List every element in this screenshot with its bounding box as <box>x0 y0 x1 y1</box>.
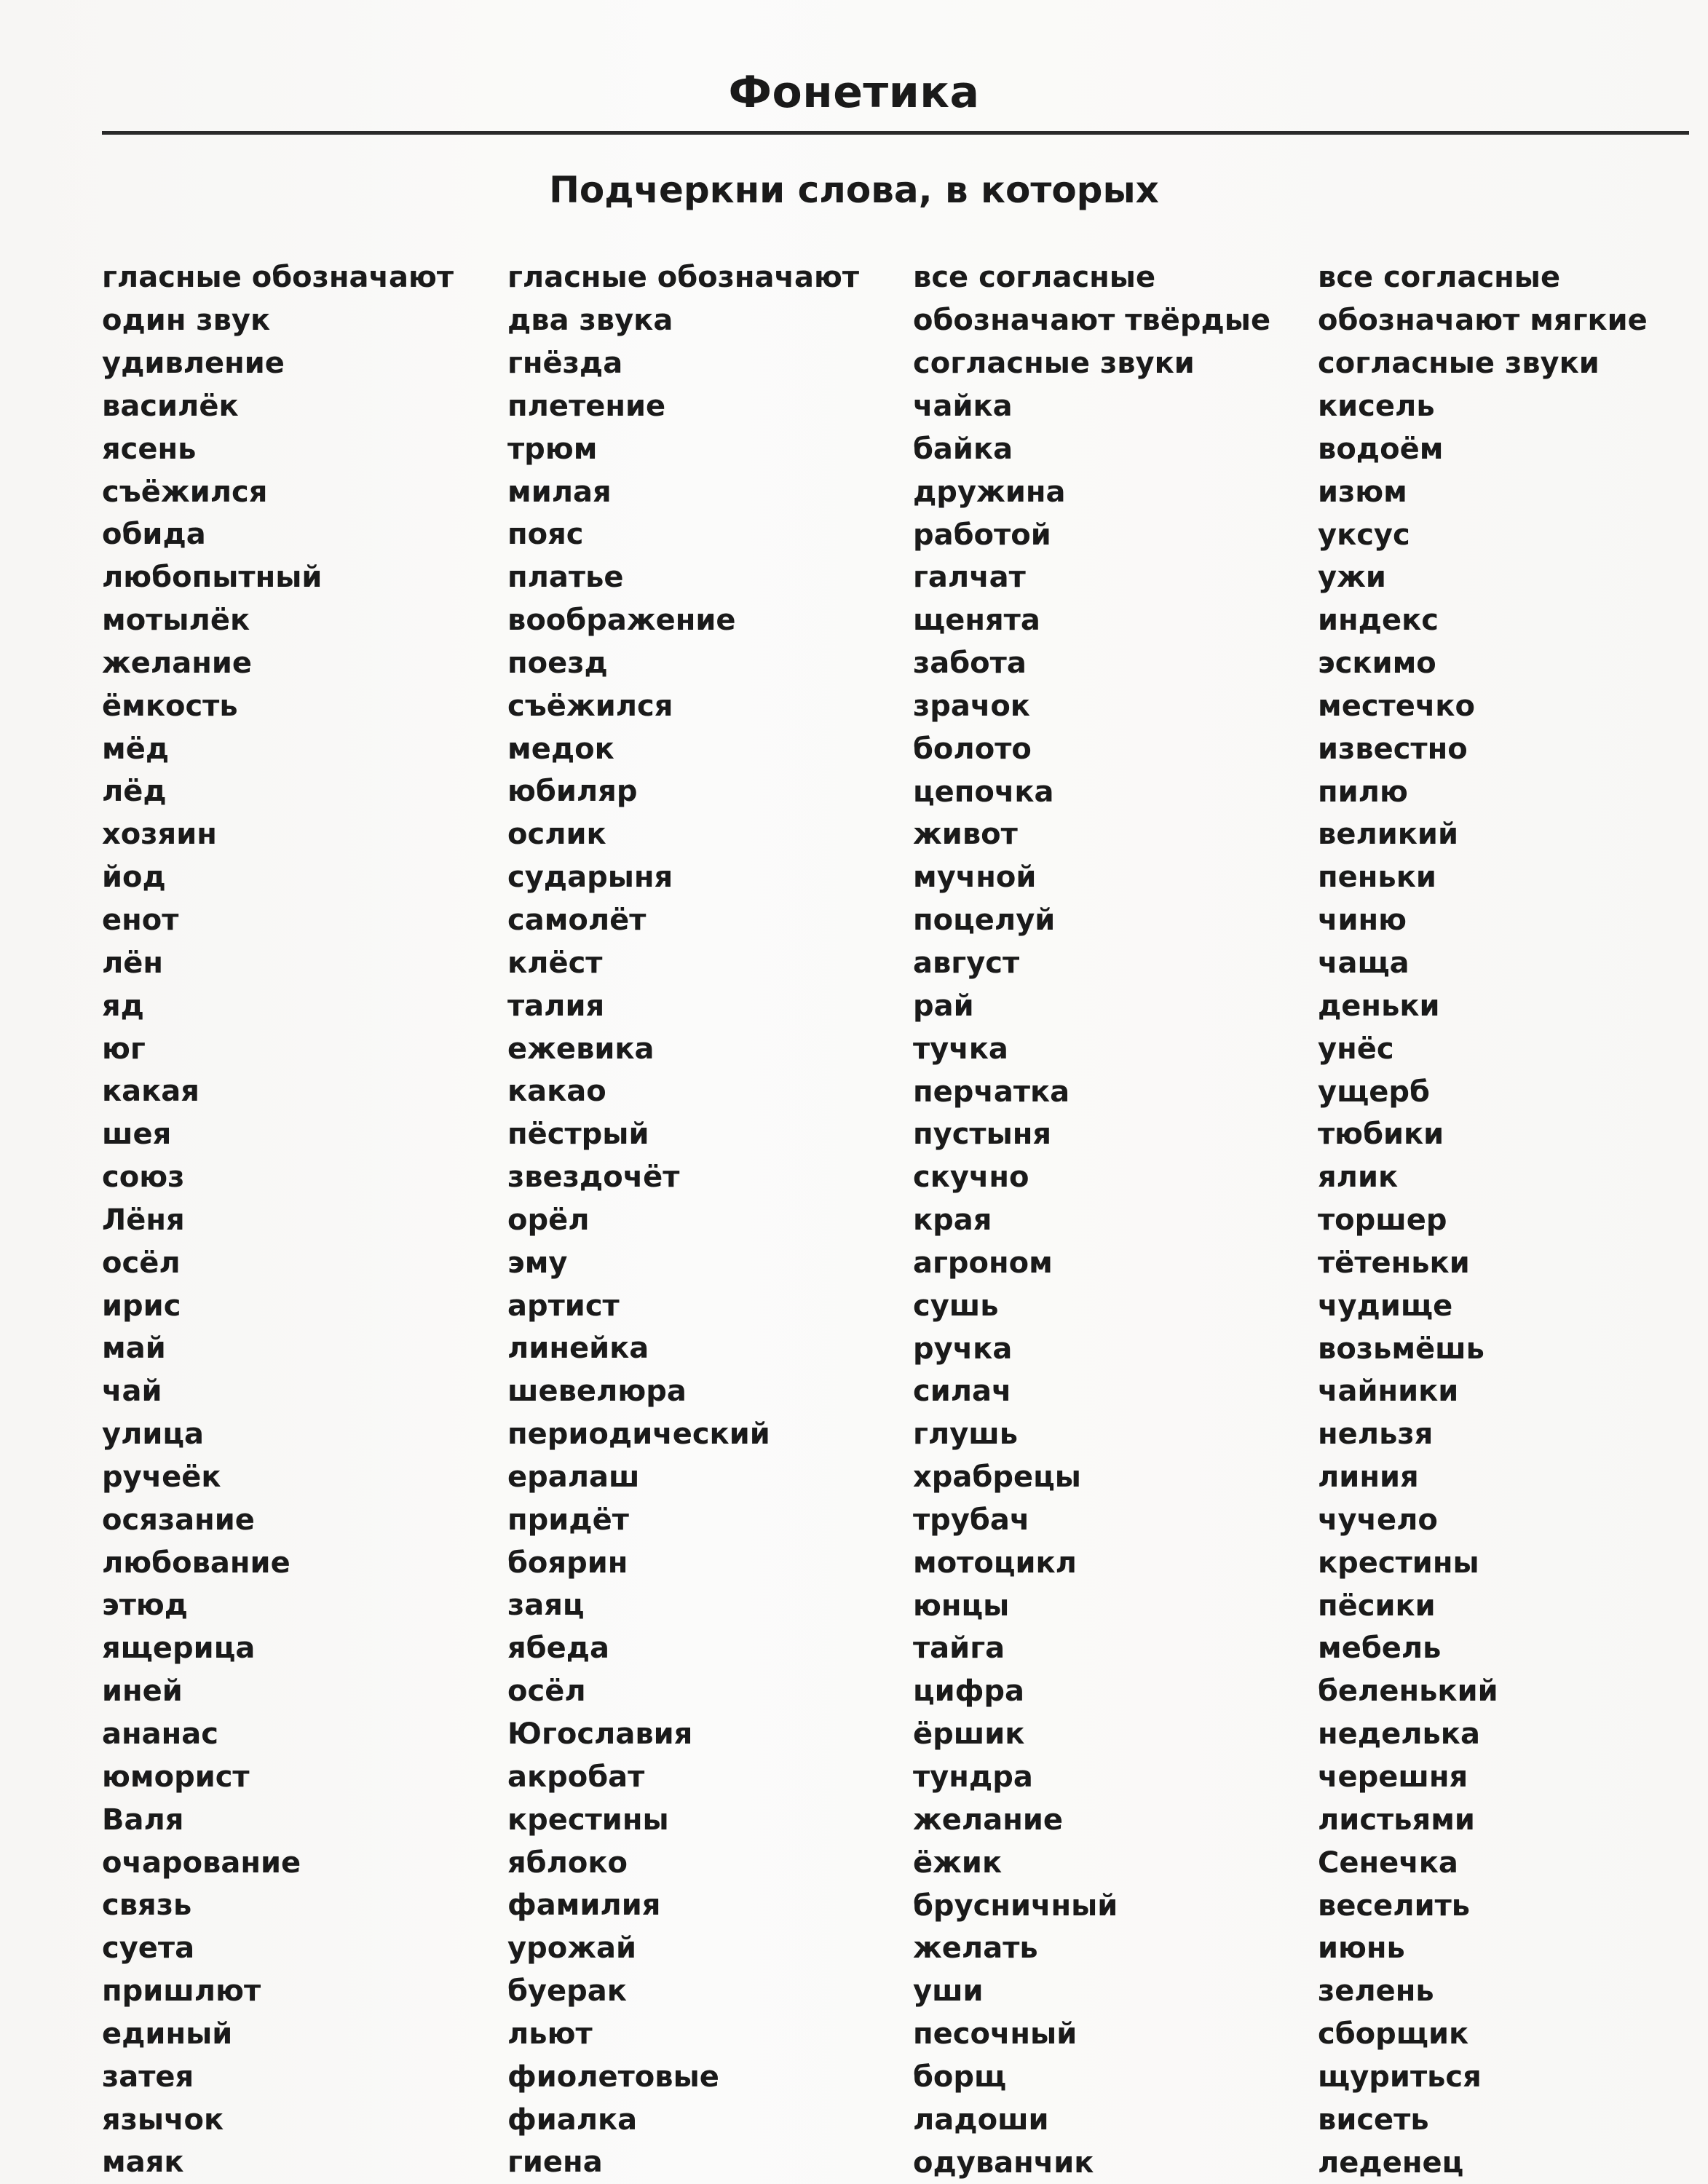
word-item[interactable]: талия <box>507 989 605 1023</box>
word-item[interactable]: юг <box>102 1032 146 1066</box>
word-item[interactable]: байка <box>913 432 1013 466</box>
word-item[interactable]: ущерб <box>1318 1075 1430 1109</box>
word-item[interactable]: фамилия <box>507 1888 661 1923</box>
word-item[interactable]: чучело <box>1318 1503 1438 1537</box>
word-item[interactable]: тётеньки <box>1318 1246 1470 1280</box>
word-item[interactable]: чаща <box>1318 946 1410 980</box>
word-item[interactable]: йод <box>102 860 166 895</box>
word-item[interactable]: юморист <box>102 1760 250 1794</box>
word-item[interactable]: медок <box>507 732 614 766</box>
word-item[interactable]: связь <box>102 1888 192 1923</box>
word-item[interactable]: одуванчик <box>913 2145 1094 2180</box>
word-item[interactable]: края <box>913 1203 992 1238</box>
word-item[interactable]: ослик <box>507 818 606 852</box>
word-item[interactable]: боярин <box>507 1546 628 1580</box>
word-item[interactable]: желание <box>913 1803 1064 1837</box>
word-item[interactable]: акробат <box>507 1760 645 1794</box>
word-item[interactable]: поцелуй <box>913 903 1056 938</box>
word-item[interactable]: линейка <box>507 1332 649 1366</box>
word-item[interactable]: глушь <box>913 1417 1019 1452</box>
word-item[interactable]: крестины <box>507 1803 669 1837</box>
word-item[interactable]: май <box>102 1332 166 1366</box>
word-item[interactable]: сушь <box>913 1289 999 1323</box>
word-item[interactable]: эму <box>507 1246 568 1280</box>
word-item[interactable]: ералаш <box>507 1460 640 1494</box>
word-item[interactable]: ялик <box>1318 1160 1399 1195</box>
column-heading-line: один звук <box>102 304 271 337</box>
column-soft-consonants <box>1318 256 1708 2184</box>
word-item[interactable]: яблоко <box>507 1845 628 1880</box>
word-item[interactable]: забота <box>913 646 1027 681</box>
column-two-sound-vowels <box>507 256 901 2184</box>
word-item[interactable]: листьями <box>1318 1803 1475 1837</box>
word-item[interactable]: трубач <box>913 1503 1030 1537</box>
column-heading-line: гласные обозначают <box>507 261 860 294</box>
word-item[interactable]: пёстрый <box>507 1117 649 1152</box>
word-item[interactable]: воображение <box>507 604 736 638</box>
word-item[interactable]: осязание <box>102 1503 255 1537</box>
word-item[interactable]: союз <box>102 1160 185 1195</box>
word-item[interactable]: суета <box>102 1931 195 1966</box>
word-item[interactable]: пустыня <box>913 1117 1052 1152</box>
word-item[interactable]: уши <box>913 1974 984 2009</box>
section-title: Фонетика <box>728 67 980 118</box>
word-item[interactable]: песочный <box>913 2017 1078 2052</box>
word-item[interactable]: тучка <box>913 1032 1008 1066</box>
word-item[interactable]: мотылёк <box>102 604 250 638</box>
word-item[interactable]: заяц <box>507 1588 585 1623</box>
word-item[interactable]: платье <box>507 561 624 595</box>
word-item[interactable]: храбрецы <box>913 1460 1081 1495</box>
word-item[interactable]: галчат <box>913 561 1026 595</box>
word-item[interactable]: милая <box>507 475 612 509</box>
word-item[interactable]: ананас <box>102 1717 218 1751</box>
word-item[interactable]: ладоши <box>913 2102 1049 2137</box>
word-item[interactable]: местечко <box>1318 689 1475 723</box>
word-item[interactable]: маяк <box>102 2145 184 2180</box>
word-item[interactable]: юбиляр <box>507 775 638 809</box>
word-item[interactable]: желать <box>913 1931 1038 1966</box>
word-item[interactable]: мёд <box>102 732 170 766</box>
column-heading-line: обозначают мягкие <box>1318 304 1648 337</box>
word-item[interactable]: Сенечка <box>1318 1845 1458 1880</box>
word-item[interactable]: ежевика <box>507 1032 655 1066</box>
word-item[interactable]: поезд <box>507 646 608 680</box>
word-item[interactable]: какая <box>102 1075 199 1109</box>
word-item[interactable]: тайга <box>913 1631 1005 1666</box>
word-item[interactable]: удивление <box>102 347 285 380</box>
word-item[interactable]: яд <box>102 989 144 1023</box>
word-item[interactable]: Валя <box>102 1803 184 1837</box>
word-item[interactable]: деньки <box>1318 989 1440 1023</box>
word-item[interactable]: фиалка <box>507 2102 638 2137</box>
word-item[interactable]: фиолетовые <box>507 2060 719 2094</box>
word-item[interactable]: мебель <box>1318 1631 1442 1666</box>
word-item[interactable]: ёжик <box>913 1845 1003 1880</box>
column-heading-line: все согласные <box>1318 261 1561 294</box>
column-heading-line: согласные звуки <box>1318 347 1600 380</box>
word-item[interactable]: июнь <box>1318 1931 1405 1966</box>
word-item[interactable]: очарование <box>102 1845 301 1880</box>
word-item[interactable]: любование <box>102 1546 290 1580</box>
word-item[interactable]: улица <box>102 1417 205 1452</box>
word-item[interactable]: мучной <box>913 860 1037 895</box>
word-item[interactable]: плетение <box>507 389 666 423</box>
word-item[interactable]: живот <box>913 818 1018 852</box>
column-heading-line: обозначают твёрдые <box>913 304 1271 337</box>
word-item[interactable]: шея <box>102 1117 172 1152</box>
word-item[interactable]: самолёт <box>507 903 647 937</box>
word-item[interactable]: известно <box>1318 732 1468 766</box>
word-item[interactable]: зрачок <box>913 689 1030 723</box>
word-item[interactable]: ёмкость <box>102 689 238 723</box>
word-item[interactable]: перчатка <box>913 1075 1070 1109</box>
word-item[interactable]: урожай <box>507 1931 637 1966</box>
word-item[interactable]: уксус <box>1318 518 1410 552</box>
word-item[interactable]: лёд <box>102 775 167 809</box>
column-one-sound-vowels <box>102 256 495 2184</box>
word-item[interactable]: придёт <box>507 1503 629 1537</box>
word-item[interactable]: веселить <box>1318 1888 1471 1923</box>
word-item[interactable]: сударыня <box>507 860 673 895</box>
column-heading-line: согласные звуки <box>913 347 1195 380</box>
word-item[interactable]: возьмёшь <box>1318 1332 1484 1366</box>
word-item[interactable]: любопытный <box>102 561 323 595</box>
word-item[interactable]: енот <box>102 903 179 937</box>
word-item[interactable]: борщ <box>913 2060 1007 2094</box>
word-item[interactable]: язычок <box>102 2102 224 2137</box>
word-item[interactable]: клёст <box>507 946 603 980</box>
word-item[interactable]: цепочка <box>913 775 1054 809</box>
column-heading-line: два звука <box>507 304 673 337</box>
word-item[interactable]: ясень <box>102 432 197 466</box>
column-heading-line: все согласные <box>913 261 1156 294</box>
word-item[interactable]: юнцы <box>913 1588 1010 1623</box>
word-item[interactable]: пилю <box>1318 775 1408 809</box>
word-item[interactable]: буерак <box>507 1974 627 2009</box>
word-item[interactable]: осёл <box>507 1674 586 1709</box>
word-item[interactable]: рай <box>913 989 974 1023</box>
word-item[interactable]: чиню <box>1318 903 1407 938</box>
word-item[interactable]: тюбики <box>1318 1117 1444 1152</box>
word-item[interactable]: хозяин <box>102 818 217 852</box>
word-item[interactable]: василёк <box>102 389 239 423</box>
word-item[interactable]: дружина <box>913 475 1066 509</box>
word-item[interactable]: силач <box>913 1374 1012 1409</box>
word-item[interactable]: иней <box>102 1674 183 1709</box>
column-heading-line: гласные обозначают <box>102 261 454 294</box>
word-item[interactable]: щенята <box>913 604 1040 638</box>
word-item[interactable]: ябеда <box>507 1631 610 1666</box>
word-item[interactable]: агроном <box>913 1246 1053 1280</box>
word-item[interactable]: ящерица <box>102 1631 256 1666</box>
word-item[interactable]: Лёня <box>102 1203 185 1237</box>
word-item[interactable]: великий <box>1318 818 1458 852</box>
word-item[interactable]: желание <box>102 646 253 680</box>
word-item[interactable]: трюм <box>507 432 598 466</box>
word-item[interactable]: висеть <box>1318 2102 1429 2137</box>
word-item[interactable]: съёжился <box>102 475 268 509</box>
word-item[interactable]: лён <box>102 946 164 980</box>
word-item[interactable]: сборщик <box>1318 2017 1469 2052</box>
word-item[interactable]: орёл <box>507 1203 590 1237</box>
word-item[interactable]: шевелюра <box>507 1374 687 1409</box>
word-item[interactable]: артист <box>507 1289 620 1323</box>
word-item[interactable]: ёршик <box>913 1717 1025 1752</box>
word-item[interactable]: чайка <box>913 389 1013 423</box>
word-item[interactable]: пришлют <box>102 1974 261 2009</box>
word-item[interactable]: Югославия <box>507 1717 693 1751</box>
column-hard-consonants <box>913 256 1306 2184</box>
word-item[interactable]: пеньки <box>1318 860 1436 895</box>
word-item[interactable]: беленький <box>1318 1674 1498 1709</box>
word-item[interactable]: гнёзда <box>507 347 623 380</box>
word-item[interactable]: крестины <box>1318 1546 1479 1580</box>
word-item[interactable]: чайники <box>1318 1374 1459 1409</box>
word-item[interactable]: черешня <box>1318 1760 1468 1794</box>
word-item[interactable]: скучно <box>913 1160 1029 1195</box>
word-item[interactable]: индекс <box>1318 604 1439 638</box>
word-item[interactable]: съёжился <box>507 689 673 723</box>
word-item[interactable]: осёл <box>102 1246 181 1280</box>
word-item[interactable]: ручеёк <box>102 1460 221 1494</box>
word-item[interactable]: льют <box>507 2017 593 2051</box>
word-item[interactable]: водоём <box>1318 432 1444 466</box>
word-item[interactable]: ирис <box>102 1289 181 1323</box>
word-item[interactable]: ручка <box>913 1332 1013 1366</box>
word-item[interactable]: затея <box>102 2060 194 2094</box>
word-item[interactable]: неделька <box>1318 1717 1480 1752</box>
word-item[interactable]: торшер <box>1318 1203 1447 1238</box>
word-item[interactable]: этюд <box>102 1588 189 1623</box>
word-item[interactable]: единый <box>102 2017 233 2051</box>
word-item[interactable]: цифра <box>913 1674 1024 1709</box>
word-item[interactable]: изюм <box>1318 475 1407 509</box>
title-divider <box>102 131 1689 135</box>
word-item[interactable]: чай <box>102 1374 162 1409</box>
word-item[interactable]: нельзя <box>1318 1417 1434 1452</box>
word-item[interactable]: пояс <box>507 518 584 552</box>
word-item[interactable]: пёсики <box>1318 1588 1436 1623</box>
word-item[interactable]: какао <box>507 1075 606 1109</box>
word-item[interactable]: щуриться <box>1318 2060 1482 2094</box>
word-item[interactable]: эскимо <box>1318 646 1436 681</box>
word-item[interactable]: гиена <box>507 2145 603 2180</box>
word-item[interactable]: ужи <box>1318 561 1386 595</box>
word-item[interactable]: тундра <box>913 1760 1033 1794</box>
word-item[interactable]: мотоцикл <box>913 1546 1077 1580</box>
word-item[interactable]: кисель <box>1318 389 1435 423</box>
word-item[interactable]: болото <box>913 732 1032 766</box>
word-item[interactable]: чудище <box>1318 1289 1453 1323</box>
word-item[interactable]: зелень <box>1318 1974 1434 2009</box>
word-item[interactable]: работой <box>913 518 1051 552</box>
word-item[interactable]: брусничный <box>913 1888 1118 1923</box>
task-instruction: Подчеркни слова, в которых <box>549 169 1159 211</box>
word-item[interactable]: звездочёт <box>507 1160 680 1195</box>
word-item[interactable]: август <box>913 946 1020 980</box>
word-item[interactable]: леденец <box>1318 2145 1464 2180</box>
word-item[interactable]: унёс <box>1318 1032 1394 1066</box>
word-item[interactable]: линия <box>1318 1460 1419 1495</box>
word-item[interactable]: периодический <box>507 1417 770 1452</box>
word-item[interactable]: обида <box>102 518 206 552</box>
